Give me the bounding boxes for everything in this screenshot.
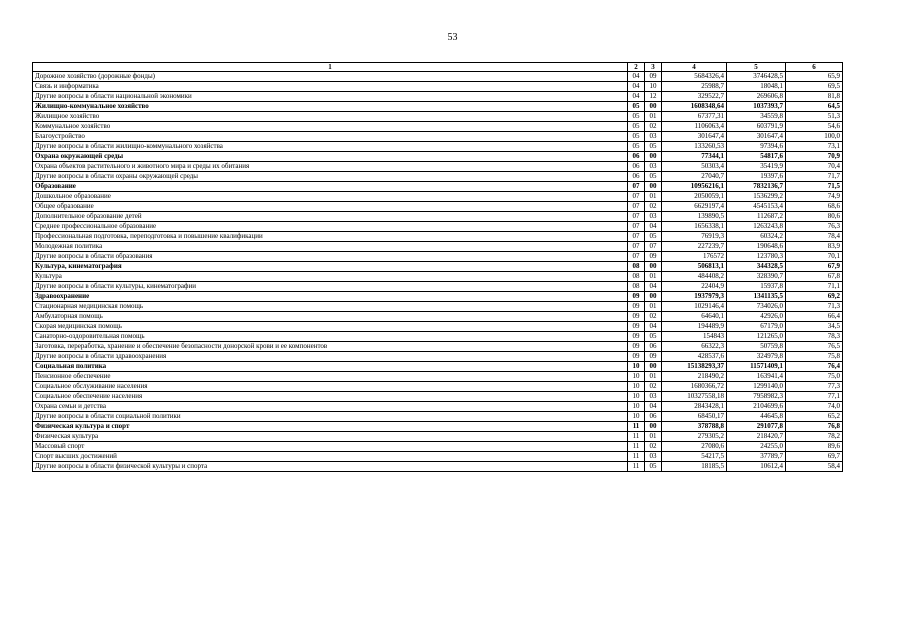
table-row [33,402,843,412]
row-actual-amount-cell: 112687,2 [727,212,786,222]
row-name-cell: Физическая культура и спорт [33,422,628,432]
row-percent-cell: 75,0 [786,372,843,382]
header-cell-6: 6 [786,63,843,72]
row-subsection-code-cell: 05 [645,142,662,152]
row-planned-amount-cell: 301647,4 [662,132,727,142]
row-subsection-code-cell: 09 [645,252,662,262]
row-subsection-code-cell: 06 [645,412,662,422]
row-percent-cell: 71,7 [786,172,843,182]
row-percent-cell: 100,0 [786,132,843,142]
row-name-cell: Другие вопросы в области национальной экономики [33,92,628,102]
table-row [33,412,843,422]
row-subsection-code-cell: 09 [645,72,662,82]
row-name-cell: Другие вопросы в области культуры, кинематографии [33,282,628,292]
row-subsection-code-cell: 05 [645,232,662,242]
row-name-cell: Массовый спорт [33,442,628,452]
row-name-cell: Социальная политика [33,362,628,372]
row-actual-amount-cell: 269606,8 [727,92,786,102]
row-section-code-cell: 08 [628,282,645,292]
row-percent-cell: 78,4 [786,232,843,242]
table-row [33,92,843,102]
row-planned-amount-cell: 1937979,3 [662,292,727,302]
row-actual-amount-cell: 37789,7 [727,452,786,462]
row-actual-amount-cell: 163941,4 [727,372,786,382]
row-name-cell: Другие вопросы в области образования [33,252,628,262]
row-section-code-cell: 10 [628,362,645,372]
table-row [33,342,843,352]
row-percent-cell: 78,3 [786,332,843,342]
row-name-cell: Общее образование [33,202,628,212]
row-planned-amount-cell: 76919,3 [662,232,727,242]
row-subsection-code-cell: 05 [645,332,662,342]
table-row [33,112,843,122]
table-row [33,422,843,432]
row-subsection-code-cell: 10 [645,82,662,92]
row-name-cell: Связь и информатика [33,82,628,92]
row-planned-amount-cell: 25988,7 [662,82,727,92]
row-section-code-cell: 06 [628,152,645,162]
row-subsection-code-cell: 05 [645,172,662,182]
table-row [33,462,843,472]
row-actual-amount-cell: 7832136,7 [727,182,786,192]
row-subsection-code-cell: 06 [645,342,662,352]
row-actual-amount-cell: 344328,5 [727,262,786,272]
row-planned-amount-cell: 506813,1 [662,262,727,272]
row-actual-amount-cell: 328390,7 [727,272,786,282]
table-row [33,152,843,162]
row-name-cell: Охрана семьи и детства [33,402,628,412]
table-row [33,102,843,112]
row-name-cell: Амбулаторная помощь [33,312,628,322]
row-subsection-code-cell: 12 [645,92,662,102]
row-section-code-cell: 07 [628,252,645,262]
row-planned-amount-cell: 176572 [662,252,727,262]
row-planned-amount-cell: 50303,4 [662,162,727,172]
table-row [33,272,843,282]
row-actual-amount-cell: 1263243,8 [727,222,786,232]
table-header-row [33,63,843,72]
row-subsection-code-cell: 01 [645,192,662,202]
row-name-cell: Другие вопросы в области жилищно-коммунального хозяйства [33,142,628,152]
row-name-cell: Физическая культура [33,432,628,442]
row-section-code-cell: 10 [628,412,645,422]
row-subsection-code-cell: 09 [645,352,662,362]
table-row [33,372,843,382]
row-percent-cell: 76,8 [786,422,843,432]
row-section-code-cell: 09 [628,302,645,312]
row-section-code-cell: 04 [628,72,645,82]
row-planned-amount-cell: 1656338,1 [662,222,727,232]
row-section-code-cell: 06 [628,172,645,182]
table-row [33,192,843,202]
row-planned-amount-cell: 66322,3 [662,342,727,352]
row-name-cell: Другие вопросы в области охраны окружающей среды [33,172,628,182]
table-row [33,312,843,322]
row-percent-cell: 76,5 [786,342,843,352]
row-section-code-cell: 05 [628,122,645,132]
table-row [33,72,843,82]
header-cell-2: 2 [628,63,645,72]
table-row [33,262,843,272]
row-subsection-code-cell: 03 [645,452,662,462]
row-percent-cell: 70,4 [786,162,843,172]
row-section-code-cell: 06 [628,162,645,172]
row-section-code-cell: 11 [628,462,645,472]
row-section-code-cell: 09 [628,292,645,302]
row-percent-cell: 76,4 [786,362,843,372]
row-planned-amount-cell: 68450,17 [662,412,727,422]
row-percent-cell: 77,1 [786,392,843,402]
row-percent-cell: 69,2 [786,292,843,302]
table-row [33,172,843,182]
row-percent-cell: 76,3 [786,222,843,232]
row-actual-amount-cell: 24255,0 [727,442,786,452]
row-actual-amount-cell: 44645,8 [727,412,786,422]
row-subsection-code-cell: 05 [645,462,662,472]
row-actual-amount-cell: 34559,8 [727,112,786,122]
row-planned-amount-cell: 227239,7 [662,242,727,252]
row-subsection-code-cell: 00 [645,362,662,372]
row-percent-cell: 70,9 [786,152,843,162]
row-percent-cell: 80,6 [786,212,843,222]
table-row [33,282,843,292]
row-name-cell: Заготовка, переработка, хранение и обеспечение безопасности донорской крови и ее компонентов [33,342,628,352]
row-name-cell: Охрана окружающей среды [33,152,628,162]
row-planned-amount-cell: 329522,7 [662,92,727,102]
row-section-code-cell: 05 [628,142,645,152]
row-planned-amount-cell: 10327558,18 [662,392,727,402]
row-subsection-code-cell: 00 [645,152,662,162]
row-planned-amount-cell: 1608348,64 [662,102,727,112]
row-actual-amount-cell: 121265,0 [727,332,786,342]
row-subsection-code-cell: 01 [645,272,662,282]
row-actual-amount-cell: 123780,3 [727,252,786,262]
row-planned-amount-cell: 1680366,72 [662,382,727,392]
row-percent-cell: 68,6 [786,202,843,212]
row-subsection-code-cell: 04 [645,402,662,412]
row-percent-cell: 65,2 [786,412,843,422]
row-percent-cell: 74,9 [786,192,843,202]
row-planned-amount-cell: 64640,1 [662,312,727,322]
row-percent-cell: 71,5 [786,182,843,192]
table-row [33,302,843,312]
row-section-code-cell: 09 [628,332,645,342]
row-planned-amount-cell: 218490,2 [662,372,727,382]
table-row [33,162,843,172]
row-subsection-code-cell: 04 [645,222,662,232]
row-planned-amount-cell: 6629197,4 [662,202,727,212]
row-name-cell: Дополнительное образование детей [33,212,628,222]
row-percent-cell: 73,1 [786,142,843,152]
row-planned-amount-cell: 5684326,4 [662,72,727,82]
row-subsection-code-cell: 00 [645,102,662,112]
row-subsection-code-cell: 03 [645,392,662,402]
row-section-code-cell: 09 [628,312,645,322]
row-percent-cell: 34,5 [786,322,843,332]
row-planned-amount-cell: 10956216,1 [662,182,727,192]
row-actual-amount-cell: 1037393,7 [727,102,786,112]
row-name-cell: Охрана объектов растительного и животного мира и среды их обитания [33,162,628,172]
row-planned-amount-cell: 139890,5 [662,212,727,222]
page-number: 53 [447,32,458,43]
row-percent-cell: 54,6 [786,122,843,132]
row-name-cell: Другие вопросы в области социальной политики [33,412,628,422]
row-subsection-code-cell: 01 [645,302,662,312]
table-row [33,332,843,342]
table-row [33,132,843,142]
row-actual-amount-cell: 2104699,6 [727,402,786,412]
row-percent-cell: 66,4 [786,312,843,322]
row-planned-amount-cell: 2050059,1 [662,192,727,202]
row-actual-amount-cell: 1299140,0 [727,382,786,392]
row-name-cell: Спорт высших достижений [33,452,628,462]
table-row [33,82,843,92]
row-section-code-cell: 11 [628,452,645,462]
row-section-code-cell: 04 [628,92,645,102]
row-subsection-code-cell: 02 [645,312,662,322]
row-percent-cell: 83,9 [786,242,843,252]
row-planned-amount-cell: 133260,53 [662,142,727,152]
row-subsection-code-cell: 03 [645,132,662,142]
row-section-code-cell: 05 [628,112,645,122]
row-planned-amount-cell: 67377,31 [662,112,727,122]
row-percent-cell: 74,0 [786,402,843,412]
row-planned-amount-cell: 194489,9 [662,322,727,332]
row-subsection-code-cell: 01 [645,372,662,382]
row-actual-amount-cell: 301647,4 [727,132,786,142]
row-actual-amount-cell: 15937,8 [727,282,786,292]
table-row [33,122,843,132]
row-planned-amount-cell: 428537,6 [662,352,727,362]
table-row [33,292,843,302]
row-section-code-cell: 05 [628,102,645,112]
row-percent-cell: 65,9 [786,72,843,82]
row-actual-amount-cell: 4545153,4 [727,202,786,212]
row-planned-amount-cell: 279305,2 [662,432,727,442]
row-subsection-code-cell: 04 [645,322,662,332]
row-planned-amount-cell: 22404,9 [662,282,727,292]
row-name-cell: Санаторно-оздоровительная помощь [33,332,628,342]
row-section-code-cell: 10 [628,402,645,412]
row-name-cell: Среднее профессиональное образование [33,222,628,232]
row-actual-amount-cell: 42926,0 [727,312,786,322]
row-subsection-code-cell: 01 [645,432,662,442]
row-name-cell: Дорожное хозяйство (дорожные фонды) [33,72,628,82]
row-name-cell: Другие вопросы в области здравоохранения [33,352,628,362]
budget-table [32,62,843,472]
table-row [33,432,843,442]
row-actual-amount-cell: 603791,9 [727,122,786,132]
row-name-cell: Культура [33,272,628,282]
row-name-cell: Жилищно-коммунальное хозяйство [33,102,628,112]
row-section-code-cell: 11 [628,432,645,442]
row-actual-amount-cell: 10612,4 [727,462,786,472]
row-section-code-cell: 07 [628,192,645,202]
row-percent-cell: 64,5 [786,102,843,112]
table-row [33,382,843,392]
row-name-cell: Образование [33,182,628,192]
row-section-code-cell: 04 [628,82,645,92]
row-actual-amount-cell: 50759,8 [727,342,786,352]
row-section-code-cell: 07 [628,222,645,232]
row-subsection-code-cell: 07 [645,242,662,252]
row-name-cell: Профессиональная подготовка, переподготовка и повышение квалификации [33,232,628,242]
row-section-code-cell: 11 [628,422,645,432]
table-row [33,362,843,372]
row-name-cell: Стационарная медицинская помощь [33,302,628,312]
row-section-code-cell: 07 [628,242,645,252]
row-actual-amount-cell: 60324,2 [727,232,786,242]
row-percent-cell: 67,8 [786,272,843,282]
row-planned-amount-cell: 484408,2 [662,272,727,282]
row-name-cell: Социальное обслуживание населения [33,382,628,392]
row-section-code-cell: 07 [628,232,645,242]
row-subsection-code-cell: 00 [645,292,662,302]
row-actual-amount-cell: 291077,8 [727,422,786,432]
table-row [33,212,843,222]
row-section-code-cell: 10 [628,382,645,392]
row-actual-amount-cell: 11571409,1 [727,362,786,372]
row-name-cell: Жилищное хозяйство [33,112,628,122]
row-actual-amount-cell: 19397,6 [727,172,786,182]
row-actual-amount-cell: 54817,6 [727,152,786,162]
row-subsection-code-cell: 04 [645,282,662,292]
row-planned-amount-cell: 1106063,4 [662,122,727,132]
row-name-cell: Коммунальное хозяйство [33,122,628,132]
header-cell-4: 4 [662,63,727,72]
row-name-cell: Культура, кинематография [33,262,628,272]
row-section-code-cell: 07 [628,182,645,192]
row-percent-cell: 69,7 [786,452,843,462]
row-percent-cell: 81,8 [786,92,843,102]
row-planned-amount-cell: 18185,5 [662,462,727,472]
row-planned-amount-cell: 77344,1 [662,152,727,162]
row-planned-amount-cell: 2843428,1 [662,402,727,412]
row-percent-cell: 67,9 [786,262,843,272]
row-actual-amount-cell: 18048,1 [727,82,786,92]
row-percent-cell: 89,6 [786,442,843,452]
table-row [33,352,843,362]
row-name-cell: Другие вопросы в области физической культуры и спорта [33,462,628,472]
row-section-code-cell: 05 [628,132,645,142]
row-percent-cell: 71,1 [786,282,843,292]
row-percent-cell: 77,3 [786,382,843,392]
row-percent-cell: 78,2 [786,432,843,442]
header-cell-3: 3 [645,63,662,72]
row-subsection-code-cell: 00 [645,182,662,192]
row-section-code-cell: 10 [628,392,645,402]
row-section-code-cell: 09 [628,322,645,332]
row-actual-amount-cell: 1536299,2 [727,192,786,202]
table-row [33,222,843,232]
row-section-code-cell: 09 [628,352,645,362]
table-row [33,142,843,152]
row-section-code-cell: 09 [628,342,645,352]
row-subsection-code-cell: 03 [645,162,662,172]
row-section-code-cell: 08 [628,262,645,272]
row-subsection-code-cell: 03 [645,212,662,222]
row-section-code-cell: 10 [628,372,645,382]
table-row [33,442,843,452]
header-cell-1: 1 [33,63,628,72]
row-actual-amount-cell: 1341135,5 [727,292,786,302]
row-name-cell: Пенсионное обеспечение [33,372,628,382]
row-section-code-cell: 11 [628,442,645,452]
row-subsection-code-cell: 00 [645,262,662,272]
row-name-cell: Благоустройство [33,132,628,142]
table-row [33,322,843,332]
table-row [33,252,843,262]
row-subsection-code-cell: 01 [645,112,662,122]
row-planned-amount-cell: 54217,5 [662,452,727,462]
table-row [33,202,843,212]
table-row [33,392,843,402]
row-subsection-code-cell: 00 [645,422,662,432]
row-subsection-code-cell: 02 [645,442,662,452]
row-planned-amount-cell: 378788,8 [662,422,727,432]
row-actual-amount-cell: 35419,9 [727,162,786,172]
row-planned-amount-cell: 27040,7 [662,172,727,182]
row-section-code-cell: 08 [628,272,645,282]
table-row [33,182,843,192]
row-actual-amount-cell: 218420,7 [727,432,786,442]
row-actual-amount-cell: 7958982,3 [727,392,786,402]
row-subsection-code-cell: 02 [645,382,662,392]
row-actual-amount-cell: 190648,6 [727,242,786,252]
row-subsection-code-cell: 02 [645,122,662,132]
row-planned-amount-cell: 1029146,4 [662,302,727,312]
row-name-cell: Социальное обеспечение населения [33,392,628,402]
row-name-cell: Здравоохранение [33,292,628,302]
row-actual-amount-cell: 3746428,5 [727,72,786,82]
row-subsection-code-cell: 02 [645,202,662,212]
row-percent-cell: 51,3 [786,112,843,122]
table-row [33,452,843,462]
row-percent-cell: 69,5 [786,82,843,92]
table-row [33,232,843,242]
row-percent-cell: 71,3 [786,302,843,312]
row-name-cell: Молодежная политика [33,242,628,252]
header-cell-5: 5 [727,63,786,72]
row-planned-amount-cell: 15138293,37 [662,362,727,372]
row-actual-amount-cell: 734026,0 [727,302,786,312]
row-planned-amount-cell: 154843 [662,332,727,342]
row-section-code-cell: 07 [628,212,645,222]
row-actual-amount-cell: 97394,6 [727,142,786,152]
row-actual-amount-cell: 324979,8 [727,352,786,362]
row-section-code-cell: 07 [628,202,645,212]
row-percent-cell: 58,4 [786,462,843,472]
table-row [33,242,843,252]
row-percent-cell: 70,1 [786,252,843,262]
row-actual-amount-cell: 67179,0 [727,322,786,332]
row-name-cell: Скорая медицинская помощь [33,322,628,332]
row-percent-cell: 75,8 [786,352,843,362]
row-planned-amount-cell: 27080,6 [662,442,727,452]
row-name-cell: Дошкольное образование [33,192,628,202]
